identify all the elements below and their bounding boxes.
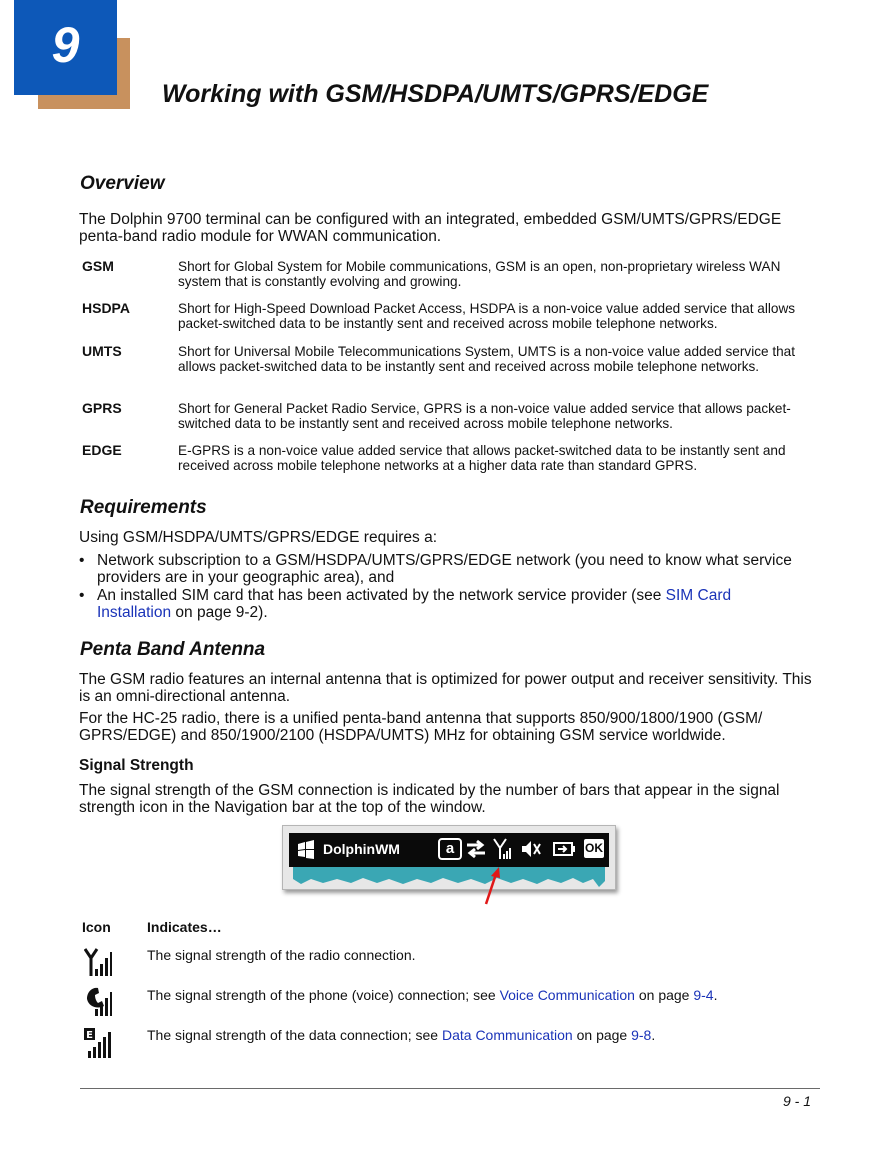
row-radio-description: The signal strength of the radio connection. bbox=[147, 947, 416, 963]
antenna-para-1: The GSM radio features an internal antenna that is optimized for power output and receiver sensitivity. This is an omni-directional antenna. bbox=[79, 671, 812, 705]
bullet-dot: • bbox=[79, 587, 85, 604]
pointer-arrow-icon bbox=[482, 866, 504, 906]
row-data-text-end: . bbox=[651, 1027, 656, 1043]
sim-text-pre: An installed SIM card that has been activated by the network service provider (see bbox=[97, 587, 666, 604]
ok-button[interactable]: OK bbox=[584, 839, 604, 858]
term-hsdpa: HSDPA bbox=[82, 300, 130, 316]
navbar-wave-decoration bbox=[293, 867, 605, 889]
sim-text-post: on page 9-2). bbox=[171, 604, 268, 621]
navbar-title[interactable]: DolphinWM bbox=[323, 841, 400, 857]
voice-communication-page-link[interactable]: 9-4 bbox=[693, 987, 714, 1003]
phone-signal-icon bbox=[84, 985, 112, 1017]
requirements-bullet-sim bbox=[97, 587, 777, 621]
chapter-title: Working with GSM/HSDPA/UMTS/GPRS/EDGE bbox=[162, 80, 709, 108]
data-badge-letter: E bbox=[86, 1030, 93, 1041]
voice-communication-link[interactable]: Voice Communication bbox=[499, 987, 635, 1003]
table-header-indicates: Indicates… bbox=[147, 919, 222, 935]
definition-gprs: Short for General Packet Radio Service, GPRS is a non-voice value added service that allows packet-switched data to be instantly sent and received across mobile telephone networks. bbox=[178, 401, 791, 431]
term-edge: EDGE bbox=[82, 442, 122, 458]
term-gprs: GPRS bbox=[82, 400, 122, 416]
windows-start-icon[interactable] bbox=[296, 840, 316, 860]
chapter-number: 9 bbox=[51, 17, 80, 73]
footer-rule bbox=[80, 1088, 820, 1089]
row-phone-description bbox=[147, 987, 717, 1003]
connectivity-arrows-icon[interactable] bbox=[465, 839, 487, 859]
row-phone-text-mid: on page bbox=[634, 987, 694, 1003]
antenna-para-2: For the HC-25 radio, there is a unified penta-band antenna that supports 850/900/1800/1900 (GSM/ GPRS/EDGE) and 850/1900/2100 (HSDPA/UMTS) MHz for obtaining GSM service worldwide. bbox=[79, 710, 763, 744]
row-phone-text: The signal strength of the phone (voice) connection; see bbox=[147, 987, 500, 1003]
requirements-bullet-subscription: Network subscription to a GSM/HSDPA/UMTS/GPRS/EDGE network (you need to know what service providers are in your geographic area), and bbox=[97, 552, 792, 586]
radio-signal-icon bbox=[84, 947, 112, 977]
requirements-heading: Requirements bbox=[80, 497, 207, 518]
definition-edge: E-GPRS is a non-voice value added service that allows packet-switched data to be instantly sent and received across mobile telephone networks at a higher data rate than standard GPRS. bbox=[178, 443, 786, 473]
signal-strength-para: The signal strength of the GSM connection is indicated by the number of bars that appear in the signal strength icon in the Navigation bar at the top of the window. bbox=[79, 782, 780, 816]
signal-strength-heading: Signal Strength bbox=[79, 757, 194, 774]
battery-icon[interactable] bbox=[552, 840, 576, 858]
data-communication-link[interactable]: Data Communication bbox=[441, 1027, 573, 1043]
page-number: 9 - 1 bbox=[783, 1093, 812, 1109]
sim-card-installation-link[interactable]: SIM Card Installation bbox=[97, 587, 732, 621]
row-data-text-mid: on page bbox=[572, 1027, 632, 1043]
term-gsm: GSM bbox=[82, 258, 114, 274]
definition-umts: Short for Universal Mobile Telecommunications System, UMTS is a non-voice value added service that allows packet-switched data to be instantly sent and received across mobile telephone networks. bbox=[178, 344, 796, 374]
table-header-icon: Icon bbox=[82, 919, 111, 935]
overview-heading: Overview bbox=[80, 173, 165, 194]
signal-strength-icon[interactable] bbox=[493, 838, 513, 860]
requirements-intro: Using GSM/HSDPA/UMTS/GPRS/EDGE requires a: bbox=[79, 529, 438, 546]
definition-gsm: Short for Global System for Mobile communications, GSM is an open, non-proprietary wireless WAN system that is constantly evolving and growing. bbox=[178, 259, 781, 289]
antenna-heading: Penta Band Antenna bbox=[80, 639, 266, 660]
row-data-description bbox=[147, 1027, 655, 1043]
data-signal-icon bbox=[84, 1027, 112, 1059]
speaker-muted-icon[interactable] bbox=[520, 839, 542, 859]
definition-hsdpa: Short for High-Speed Download Packet Access, HSDPA is a non-voice value added service that allows packet-switched data to be instantly sent and received across mobile telephone networks. bbox=[178, 301, 796, 331]
row-phone-text-end: . bbox=[713, 987, 718, 1003]
row-data-text: The signal strength of the data connection; see bbox=[147, 1027, 442, 1043]
term-umts: UMTS bbox=[82, 343, 122, 359]
overview-intro: The Dolphin 9700 terminal can be configured with an integrated, embedded GSM/UMTS/GPRS/EDGE penta-band radio module for WWAN communication. bbox=[79, 211, 782, 245]
input-mode-icon[interactable]: a bbox=[438, 838, 462, 860]
bullet-dot: • bbox=[79, 552, 85, 569]
data-communication-page-link[interactable]: 9-8 bbox=[631, 1027, 652, 1043]
